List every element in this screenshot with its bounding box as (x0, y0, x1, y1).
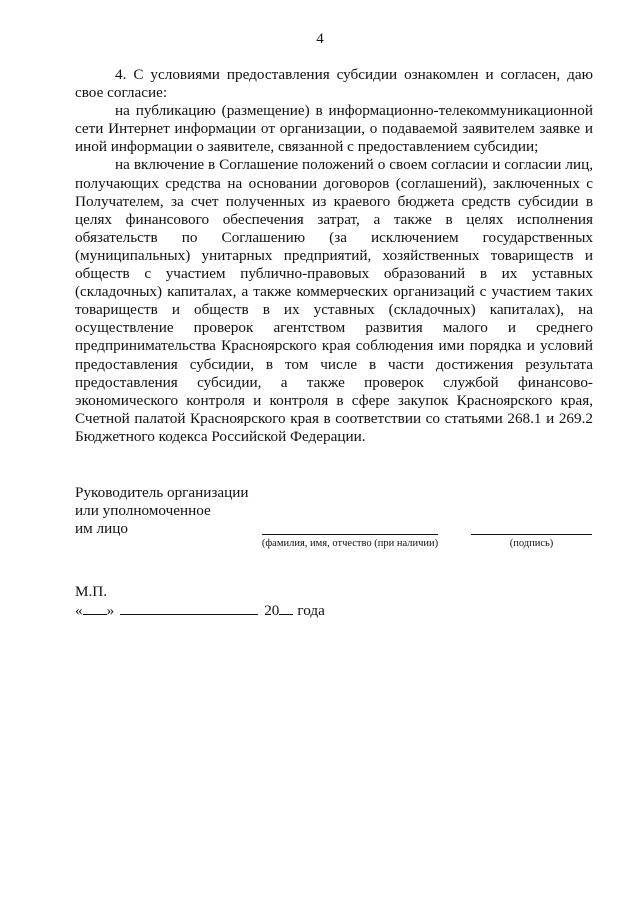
page-number: 4 (316, 31, 324, 47)
paragraph-inspection-consent: на включение в Соглашение положений о своем согласии и согласии лиц, получающих средства на основании договоров (соглашений), заключенных с Получателем, за счет полученных из краевого бюджета средств субсидии в целях финансового обеспечения затрат, а также в целях исполнения обязательств по Соглашению (за исключением государственных (муниципальных) унитарных предприятий, хозяйственных товариществ и обществ с участием публично-правовых образований в их уставных (складочных) капиталах, а также коммерческих организаций с участием таких товариществ и обществ в их уставных (складочных) капиталах), на осуществление проверок агентством развития малого и среднего предпринимательства Красноярского края соблюдения ими порядка и условий предоставления субсидии, в том числе в части достижения результата предоставления субсидии, а также проверок службой финансово-экономического контроля и контроля в сфере закупок Красноярского края, Счетной палатой Красноярского края в соответствии со статьями 268.1 и 269.2 Бюджетного кодекса Российской Федерации. (75, 156, 593, 445)
paragraph-publication-consent: на публикацию (размещение) в информационно-телекоммуникационной сети Интернет информации от организации, о подаваемой заявителем заявке и иной информации о заявителе, связанной с предоставлением субсидии; (75, 102, 593, 156)
year-prefix: 20 (264, 602, 280, 619)
paragraph-consent-intro: 4. С условиями предоставления субсидии ознакомлен и согласен, даю свое согласие: (75, 66, 593, 102)
signer-line-3: им лицо (75, 520, 128, 538)
full-name-caption: (фамилия, имя, отчество (при наличии) (261, 538, 439, 549)
full-name-line (262, 534, 438, 535)
month-blank (120, 602, 258, 615)
consent-text (75, 66, 593, 446)
date-close-quote: » (106, 602, 115, 619)
year-suffix: года (297, 602, 325, 619)
date-row (75, 602, 325, 620)
stamp-label: М.П. (75, 583, 108, 600)
signature-caption: (подпись) (509, 538, 554, 549)
signer-line-2: или уполномоченное (75, 502, 211, 520)
year-blank (279, 602, 293, 615)
signature-line (471, 534, 592, 535)
date-open-quote: « (75, 602, 83, 619)
signer-line-1: Руководитель организации (75, 484, 249, 501)
day-blank (83, 602, 107, 615)
signer-title (75, 484, 249, 538)
